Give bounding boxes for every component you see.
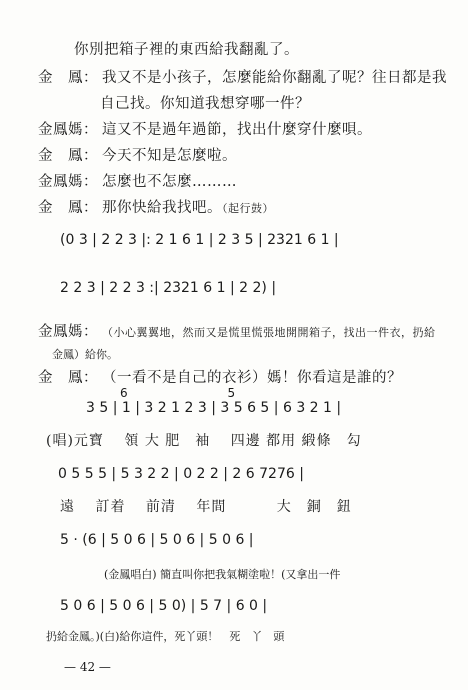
speech: （一看不是自己的衣衫）媽！你看這是誰的？ [102, 370, 402, 386]
notation-row: (0 3 | 2 2 3 |: 2 1 6 1 | 2 3 5 | 2321 6 1 | [60, 232, 339, 248]
notation-row: 0 5 5 5 | 5 3 2 2 | 0 2 2 | 2 6 7276 | [58, 466, 304, 482]
speech: 那你快給我找吧。 [102, 200, 222, 216]
text-line: 自己找。你知道我想穿哪一件？ [100, 96, 310, 112]
page-number: — 42 — [64, 660, 111, 674]
speech: 我又不是小孩子，怎麼能給你翻亂了呢？往日都是我 [102, 70, 447, 86]
stage-direction: （小心翼翼地，然而又是慌里慌張地開開箱子，找出一件衣，扔給 [102, 326, 436, 339]
lyric-line: (唱)元寶 領 大 肥 袖 四邊 都用 緞條 勾 [46, 433, 362, 449]
speech: 今天不知是怎麼啦。 [102, 148, 237, 164]
notation-row: 3 5 | 1 | 3 2 1 2 3 | 3 5 6 5 | 6 3 2 1 | [86, 400, 342, 416]
dialogue-line [38, 118, 372, 139]
speaker: 金 鳳： [38, 70, 98, 86]
notation-row: 5 · (6 | 5 0 6 | 5 0 6 | 5 0 6 | [60, 532, 254, 548]
notation-row: 5 0 6 | 5 0 6 | 5 0) | 5 7 | 6 0 | [60, 598, 268, 614]
speech: 這又不是過年過節，找出什麼穿什麼唄。 [102, 122, 372, 138]
lyric-line: 扔給金鳳。)(白)給你這件，死丫頭！ 死 丫 頭 [46, 630, 285, 643]
dialogue-line [38, 170, 237, 191]
speaker: 金 鳳： [38, 148, 98, 164]
stage-direction: (金鳳唱白) 簡直叫你把我氣糊塗啦！(又拿出一件 [104, 568, 341, 581]
text-line: 你別把箱子裡的東西給我翻亂了。 [74, 42, 299, 58]
dialogue-line [38, 66, 447, 87]
speaker: 金 鳳： [38, 370, 98, 386]
dialogue-line [38, 320, 436, 341]
lyric-line: 遠 訂着 前清 年間 大 銅 鈕 [60, 499, 352, 515]
speaker: 金鳳媽： [38, 324, 98, 340]
speech: 怎麼也不怎麼……… [102, 174, 237, 190]
speaker: 金 鳳： [38, 200, 98, 216]
text-line: 金鳳）給你。 [52, 348, 118, 361]
notation-upper-row: 6 5 [120, 386, 236, 400]
speaker: 金鳳媽： [38, 174, 98, 190]
dialogue-line [38, 144, 237, 165]
dialogue-line [38, 196, 274, 217]
stage-note: （起行鼓） [222, 202, 274, 215]
speaker: 金鳳媽： [38, 122, 98, 138]
notation-row: 2 2 3 | 2 2 3 :| 2321 6 1 | 2 2) | [60, 280, 277, 296]
